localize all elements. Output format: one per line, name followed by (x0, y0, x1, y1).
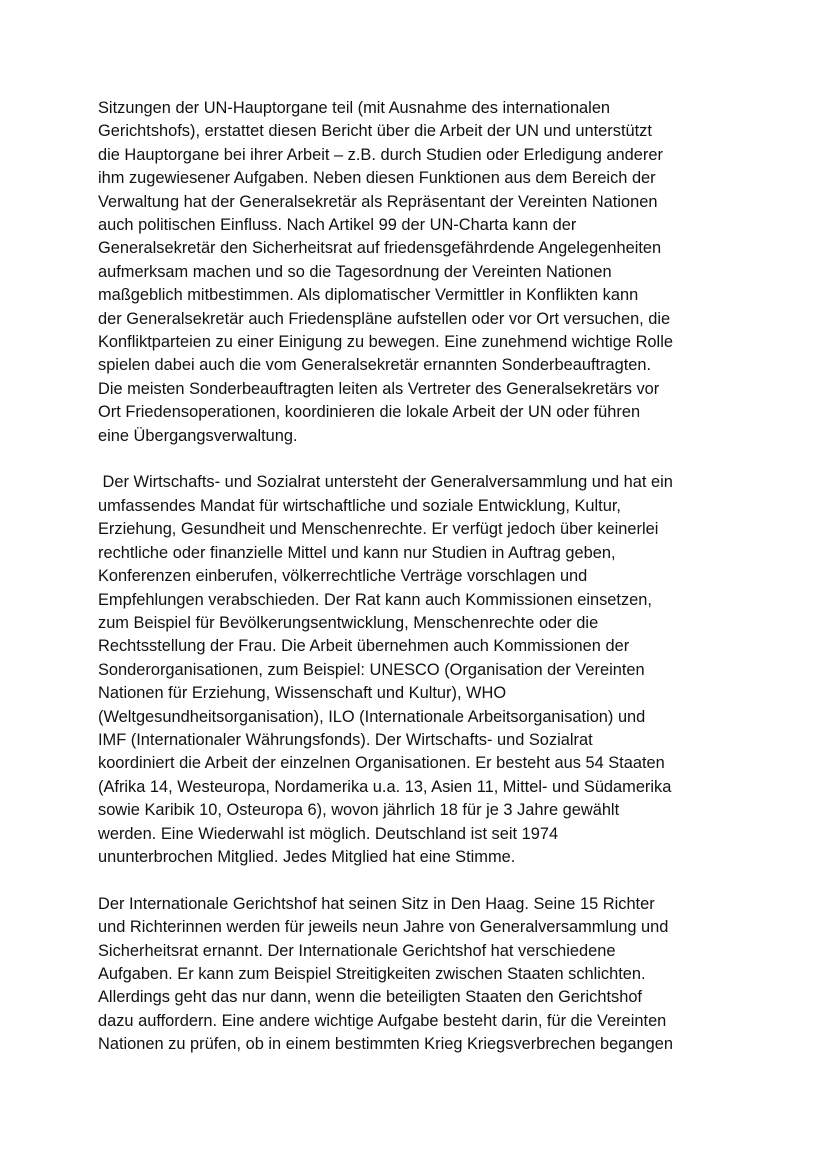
text-line: dazu auffordern. Eine andere wichtige Aufgabe besteht darin, für die Vereinten (98, 1011, 667, 1030)
text-line: Der Wirtschafts- und Sozialrat untersteht der Generalversammlung und hat ein (98, 473, 673, 492)
text-line: auch politischen Einfluss. Nach Artikel 99 der UN-Charta kann der (98, 216, 577, 235)
text-line: eine Übergangsverwaltung. (98, 426, 298, 445)
text-line: aufmerksam machen und so die Tagesordnung der Vereinten Nationen (98, 262, 612, 281)
text-line: Der Internationale Gerichtshof hat seinen Sitz in Den Haag. Seine 15 Richter (98, 894, 655, 913)
text-line: die Hauptorgane bei ihrer Arbeit – z.B. durch Studien oder Erledigung anderer (98, 145, 663, 164)
text-line: sowie Karibik 10, Osteuropa 6), wovon jährlich 18 für je 3 Jahre gewählt (98, 801, 620, 820)
text-line: ununterbrochen Mitglied. Jedes Mitglied hat eine Stimme. (98, 847, 516, 866)
paragraph-economic-social-council (98, 471, 738, 869)
text-line: Erziehung, Gesundheit und Menschenrechte. Er verfügt jedoch über keinerlei (98, 520, 659, 539)
text-line: rechtliche oder finanzielle Mittel und kann nur Studien in Auftrag geben, (98, 543, 616, 562)
text-line: Aufgaben. Er kann zum Beispiel Streitigkeiten zwischen Staaten schlichten. (98, 965, 646, 983)
text-line: Konfliktparteien zu einer Einigung zu bewegen. Eine zunehmend wichtige Rolle (98, 333, 673, 352)
text-line: spielen dabei auch die vom Generalsekretär ernannten Sonderbeauftragten. (98, 356, 652, 375)
text-line: Sitzungen der UN-Hauptorgane teil (mit Ausnahme des internationalen (98, 99, 611, 117)
text-line: ihm zugewiesener Aufgaben. Neben diesen Funktionen aus dem Bereich der (98, 169, 656, 188)
text-line: Die meisten Sonderbeauftragten leiten als Vertreter des Generalsekretärs vor (98, 379, 660, 398)
paragraph-spacer (98, 448, 738, 471)
text-line: Generalsekretär den Sicherheitsrat auf friedensgefährdende Angelegenheiten (98, 239, 662, 258)
text-line: zum Beispiel für Bevölkerungsentwicklung, Menschenrechte oder die (98, 613, 599, 632)
text-line: Nationen für Erziehung, Wissenschaft und Kultur), WHO (98, 684, 507, 703)
text-line: IMF (Internationaler Währungsfonds). Der Wirtschafts- und Sozialrat (98, 730, 593, 749)
text-line: Sonderorganisationen, zum Beispiel: UNESCO (Organisation der Vereinten (98, 660, 645, 679)
text-line: der Generalsekretär auch Friedenspläne aufstellen oder vor Ort versuchen, die (98, 309, 671, 328)
paragraph-spacer (98, 869, 738, 892)
text-line: werden. Eine Wiederwahl ist möglich. Deutschland ist seit 1974 (98, 824, 559, 843)
text-line: Allerdings geht das nur dann, wenn die beteiligten Staaten den Gerichtshof (98, 988, 642, 1007)
text-line: und Richterinnen werden für jeweils neun Jahre von Generalversammlung und (98, 918, 669, 937)
text-line: Empfehlungen verabschieden. Der Rat kann auch Kommissionen einsetzen, (98, 590, 652, 609)
text-line: maßgeblich mitbestimmen. Als diplomatischer Vermittler in Konflikten kann (98, 286, 639, 305)
text-line: umfassendes Mandat für wirtschaftliche und soziale Entwicklung, Kultur, (98, 496, 621, 515)
document-page (98, 97, 738, 1057)
text-line: koordiniert die Arbeit der einzelnen Organisationen. Er besteht aus 54 Staaten (98, 754, 665, 773)
text-line: Nationen zu prüfen, ob in einem bestimmten Krieg Kriegsverbrechen begangen (98, 1035, 673, 1054)
text-line: Gerichtshofs), erstattet diesen Bericht über die Arbeit der UN und unterstützt (98, 122, 652, 141)
text-line: Konferenzen einberufen, völkerrechtliche Verträge vorschlagen und (98, 567, 588, 586)
text-line: (Weltgesundheitsorganisation), ILO (Internationale Arbeitsorganisation) und (98, 707, 646, 726)
text-line: Verwaltung hat der Generalsekretär als Repräsentant der Vereinten Nationen (98, 192, 658, 211)
text-line: Sicherheitsrat ernannt. Der Internationale Gerichtshof hat verschiedene (98, 941, 616, 960)
text-line: Ort Friedensoperationen, koordinieren die lokale Arbeit der UN oder führen (98, 403, 641, 422)
paragraph-secretary-general (98, 97, 738, 448)
paragraph-international-court (98, 893, 738, 1057)
text-line: Rechtsstellung der Frau. Die Arbeit übernehmen auch Kommissionen der (98, 637, 630, 656)
text-line: (Afrika 14, Westeuropa, Nordamerika u.a. 13, Asien 11, Mittel- und Südamerika (98, 777, 672, 796)
